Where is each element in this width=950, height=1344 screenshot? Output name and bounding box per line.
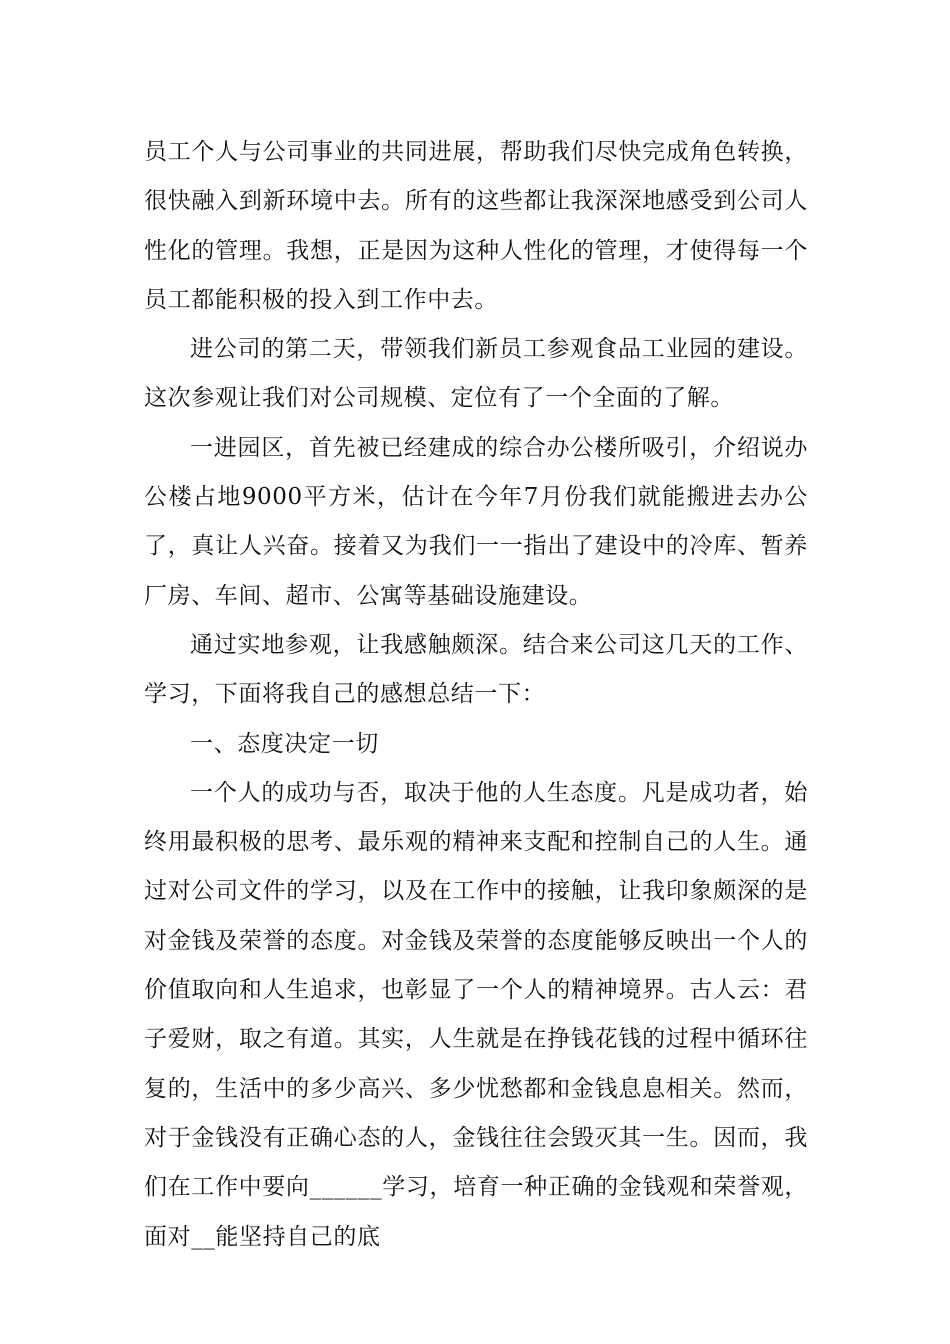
document-page [144,128,808,1262]
section-heading: 一、态度决定一切 [190,730,379,757]
paragraph-3: 一进园区，首先被已经建成的综合办公楼所吸引，介绍说办公楼占地9000平方米，估计在今年7月份我们就能搬进去办公了，真让人兴奋。接着又为我们一一指出了建设中的冷库、暂养厂房、车间、超市、公寓等基础设施建设。 [144,434,808,609]
paragraph-1: 员工个人与公司事业的共同进展，帮助我们尽快完成角色转换，很快融入到新环境中去。所有的这些都让我深深地感受到公司人性化的管理。我想，正是因为这种人性化的管理，才使得每一个员工都能积极的投入到工作中去。 [144,139,808,313]
paragraph-4: 通过实地参观，让我感触颇深。结合来公司这几天的工作、学习，下面将我自己的感想总结一下： [144,631,808,708]
paragraph-6: 一个人的成功与否，取决于他的人生态度。凡是成功者，始终用最积极的思考、最乐观的精神来支配和控制自己的人生。通过对公司文件的学习，以及在工作中的接触，让我印象颇深的是对金钱及荣誉的态度。对金钱及荣誉的态度能够反映出一个人的价值取向和人生追求，也彰显了一个人的精神境界。古人云：君子爱财，取之有道。其实，人生就是在挣钱花钱的过程中循环往复的，生活中的多少高兴、多少忧愁都和金钱息息相关。然而，对于金钱没有正确心态的人，金钱往往会毁灭其一生。因而，我们在工作中要向______学习，培育一种正确的金钱观和荣誉观，面对__能坚持自己的底 [144,779,808,1250]
paragraph-2: 进公司的第二天，带领我们新员工参观食品工业园的建设。这次参观让我们对公司规模、定位有了一个全面的了解。 [144,336,808,412]
